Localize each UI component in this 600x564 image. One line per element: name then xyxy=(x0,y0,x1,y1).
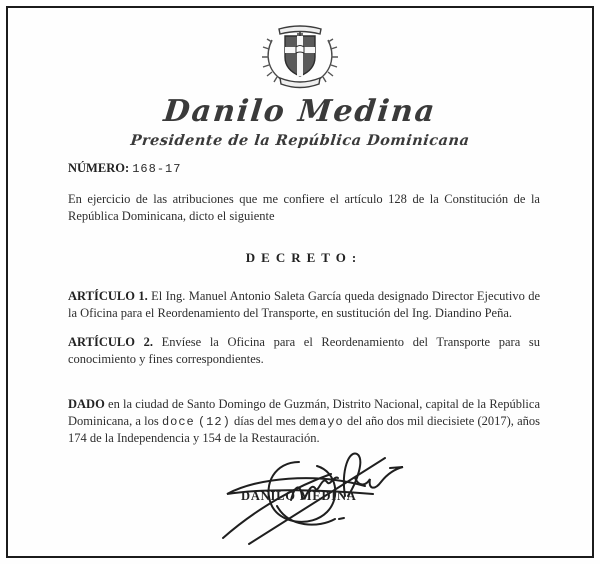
letterhead xyxy=(0,20,600,149)
decree-heading: DECRETO: xyxy=(245,249,363,265)
coat-of-arms-icon xyxy=(256,20,344,92)
dado-typed-day-number: (12) xyxy=(197,414,231,429)
article-1-text: El Ing. Manuel Antonio Saleta García queda designado Director Ejecutivo de la Oficina para el Reordenamiento del Transporte, en sustitución del Ing. Diandino Peña. xyxy=(68,288,541,320)
dado-label: DADO xyxy=(68,396,105,411)
decree-number-value: 168-17 xyxy=(132,162,182,176)
article-2-label: ARTÍCULO 2. xyxy=(68,335,153,350)
signature-printed-name: DANILO MEDINA xyxy=(241,489,357,503)
preamble-paragraph: En ejercicio de las atribuciones que me confiere el artículo 128 de la Constitución de la República Dominicana, dicto el siguiente xyxy=(68,192,540,223)
decree-number-label: NÚMERO: xyxy=(68,161,130,175)
dado-typed-day-word: doce xyxy=(161,414,195,429)
article-1-label: ARTÍCULO 1. xyxy=(68,288,148,303)
article-1-paragraph xyxy=(68,288,540,322)
decree-body xyxy=(68,160,540,447)
signatory-script-name: Danilo Medina xyxy=(161,94,439,129)
signature-block xyxy=(195,432,445,558)
article-2-paragraph xyxy=(68,334,540,368)
signatory-title: Presidente de la República Dominicana xyxy=(129,132,471,149)
decree-number-row xyxy=(68,160,540,177)
dado-text-2: días del mes de xyxy=(233,413,311,428)
dado-typed-month: mayo xyxy=(310,414,344,429)
dado-text-1: en la ciudad de Santo Domingo de Guzmán, Distrito Nacional, capital de la República Dominicana, a los xyxy=(68,396,540,428)
dado-text-3: del año dos mil diecisiete (2017), años 174 de la Independencia y 154 de la Restauración. xyxy=(68,413,541,445)
article-2-text: Envíese la Oficina para el Reordenamiento del Transporte para su conocimiento y fines correspondientes. xyxy=(68,335,540,367)
